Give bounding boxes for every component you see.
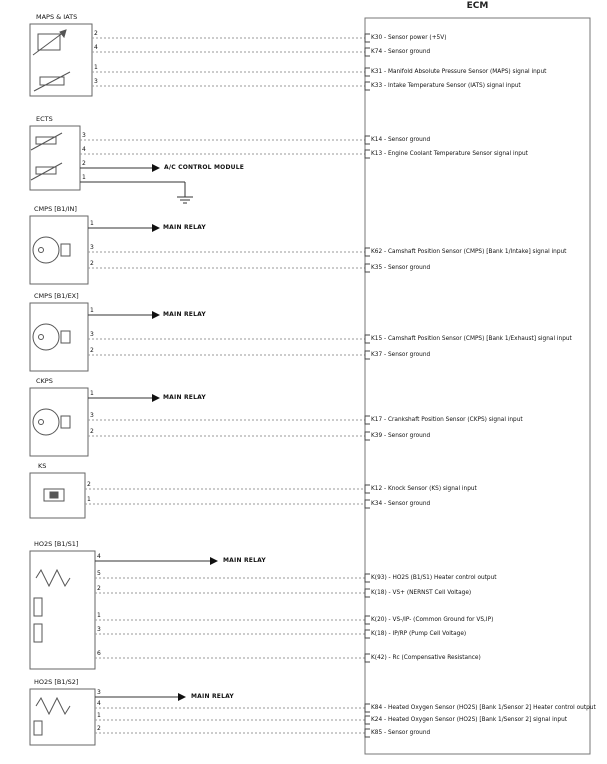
ecm-pin-label: K17 - Crankshaft Position Sensor (CKPS) signal input	[371, 417, 523, 423]
pin-number: 1	[97, 712, 101, 719]
pin-number: 2	[97, 585, 101, 592]
pin-number: 1	[90, 220, 94, 227]
connector-label-cmps-in: CMPS [B1/IN]	[34, 205, 77, 213]
pin-bracket	[365, 500, 370, 508]
ecm-pin-label: K(42) - Rc (Compensative Resistance)	[371, 655, 481, 661]
maps-arrowhead-icon	[60, 30, 66, 37]
pin-bracket	[365, 616, 370, 624]
pin-bracket	[365, 416, 370, 424]
pin-number: 6	[97, 650, 101, 657]
pin-bracket	[365, 82, 370, 90]
pin-bracket	[365, 34, 370, 42]
pin-bracket	[365, 68, 370, 76]
connector-label-ho2s-s2: HO2S [B1/S2]	[34, 678, 79, 686]
ecm-pin-label: K34 - Sensor ground	[371, 501, 431, 507]
ho2s-s1-cell-icon	[34, 598, 42, 616]
pin-bracket	[365, 716, 370, 724]
pin-bracket	[365, 150, 370, 158]
pin-number: 3	[94, 78, 98, 85]
ecm-pin-label: K85 - Sensor ground	[371, 730, 431, 736]
arrow-icon	[152, 394, 160, 402]
pin-bracket	[365, 704, 370, 712]
pin-number: 1	[82, 174, 86, 181]
connector-box-ho2s-s2	[30, 689, 95, 745]
pin-bracket	[365, 248, 370, 256]
connector-label-ho2s-s1: HO2S [B1/S1]	[34, 540, 79, 548]
ecm-pin-label: K35 - Sensor ground	[371, 265, 431, 271]
ecm-pin-label: K74 - Sensor ground	[371, 49, 431, 55]
pin-bracket	[365, 485, 370, 493]
pin-bracket	[365, 432, 370, 440]
connector-label-ks: KS	[38, 462, 47, 470]
pin-number: 1	[94, 64, 98, 71]
iats-thermistor-stroke	[34, 72, 70, 91]
pin-number: 3	[90, 331, 94, 338]
ecm-pin-label: K12 - Knock Sensor (KS) signal input	[371, 486, 477, 492]
pin-bracket	[365, 589, 370, 597]
pin-number: 4	[97, 700, 101, 707]
pin-bracket	[365, 335, 370, 343]
pin-number: 4	[94, 44, 98, 51]
ks-crystal-icon	[50, 492, 58, 498]
arrow-icon	[210, 557, 218, 565]
ho2s-s1-cell-icon	[34, 624, 42, 642]
ecm-pin-brackets	[365, 34, 370, 737]
ecm-title: ECM	[466, 1, 489, 11]
ecm-pin-label: K24 - Heated Oxygen Sensor (HO2S) [Bank 1/Sensor 2] signal input	[371, 717, 568, 723]
ecm-pin-label: K(20) - VS-/IP- (Common Ground for VS,IP)	[371, 617, 494, 623]
pin-number: 2	[90, 260, 94, 267]
arrow-icon	[152, 224, 160, 232]
ckps-plug-icon	[61, 416, 70, 428]
ho2s-s2-heater-icon	[36, 698, 70, 714]
connector-label-cmps-ex: CMPS [B1/EX]	[34, 292, 79, 300]
arrow-icon	[152, 311, 160, 319]
main-relay-label: MAIN RELAY	[191, 693, 234, 700]
cmps-ex-plug-icon	[61, 331, 70, 343]
pin-number: 5	[97, 570, 101, 577]
ecm-pin-label: K(93) - HO2S (B1/S1) Heater control output	[371, 575, 497, 581]
cmps-ex-coil-icon	[33, 324, 59, 350]
ecm-pin-label: K37 - Sensor ground	[371, 352, 431, 358]
pin-number: 3	[82, 132, 86, 139]
arrow-icon	[152, 164, 160, 172]
main-relay-label: MAIN RELAY	[163, 311, 206, 318]
ecm-pin-label: K(18) - VS+ (NERNST Cell Voltage)	[371, 590, 472, 596]
pin-number: 3	[97, 689, 101, 696]
pin-number: 2	[94, 30, 98, 37]
cmps-in-coil-icon	[33, 237, 59, 263]
ecm-pin-label: K(18) - IP/RP (Pump Cell Voltage)	[371, 631, 467, 637]
ecm-pin-label: K15 - Camshaft Position Sensor (CMPS) [Bank 1/Exhaust] signal input	[371, 336, 572, 342]
pin-number: 2	[82, 160, 86, 167]
cmps-ex-dot-icon	[39, 335, 44, 340]
cmps-in-dot-icon	[39, 248, 44, 253]
pin-number: 2	[97, 725, 101, 732]
connector-label-maps-iats: MAPS & IATS	[36, 13, 78, 21]
ecm-box	[365, 18, 590, 754]
ground-icon	[177, 197, 193, 203]
main-relay-label: MAIN RELAY	[163, 394, 206, 401]
ac-control-module-label: A/C CONTROL MODULE	[164, 164, 245, 171]
ecm-pin-label: K84 - Heated Oxygen Sensor (HO2S) [Bank 1/Sensor 2] Heater control output	[371, 705, 596, 711]
pin-bracket	[365, 351, 370, 359]
ho2s-s2-cell-icon	[34, 721, 42, 735]
pin-number: 1	[90, 307, 94, 314]
pin-number: 2	[87, 481, 91, 488]
ecm-pin-label: K31 - Manifold Absolute Pressure Sensor (MAPS) signal input	[371, 69, 547, 75]
pin-number: 1	[90, 390, 94, 397]
pin-bracket	[365, 630, 370, 638]
connector-label-ects: ECTS	[36, 115, 53, 123]
pin-number: 3	[90, 244, 94, 251]
connector-label-ckps: CKPS	[36, 377, 53, 385]
arrow-icon	[178, 693, 186, 701]
pin-bracket	[365, 729, 370, 737]
ecm-pin-label: K13 - Engine Coolant Temperature Sensor signal input	[371, 151, 528, 157]
connector-box-ects	[30, 126, 80, 190]
pin-bracket	[365, 654, 370, 662]
pin-number: 1	[97, 612, 101, 619]
pin-number: 4	[82, 146, 86, 153]
ecm-pin-label: K30 - Sensor power (+5V)	[371, 35, 447, 41]
pin-bracket	[365, 574, 370, 582]
ecm-pin-label: K62 - Camshaft Position Sensor (CMPS) [Bank 1/Intake] signal input	[371, 249, 567, 255]
ecm-pin-label: K39 - Sensor ground	[371, 433, 431, 439]
main-relay-label: MAIN RELAY	[223, 557, 266, 564]
dashed-wires	[80, 38, 365, 733]
pin-number: 3	[97, 626, 101, 633]
pin-number: 2	[90, 428, 94, 435]
ecm-pin-label: K14 - Sensor ground	[371, 137, 431, 143]
cmps-in-plug-icon	[61, 244, 70, 256]
maps-sensor-icon	[38, 34, 60, 50]
pin-number: 3	[90, 412, 94, 419]
connector-box-ho2s-s1	[30, 551, 95, 669]
pin-number: 1	[87, 496, 91, 503]
ecm-pin-label: K33 - Intake Temperature Sensor (IATS) signal input	[371, 83, 521, 89]
pin-bracket	[365, 48, 370, 56]
ho2s-s1-heater-icon	[36, 570, 70, 586]
pin-bracket	[365, 264, 370, 272]
pin-number: 2	[90, 347, 94, 354]
pin-number: 4	[97, 553, 101, 560]
ckps-dot-icon	[39, 420, 44, 425]
main-relay-label: MAIN RELAY	[163, 224, 206, 231]
pin-bracket	[365, 136, 370, 144]
ckps-coil-icon	[33, 409, 59, 435]
